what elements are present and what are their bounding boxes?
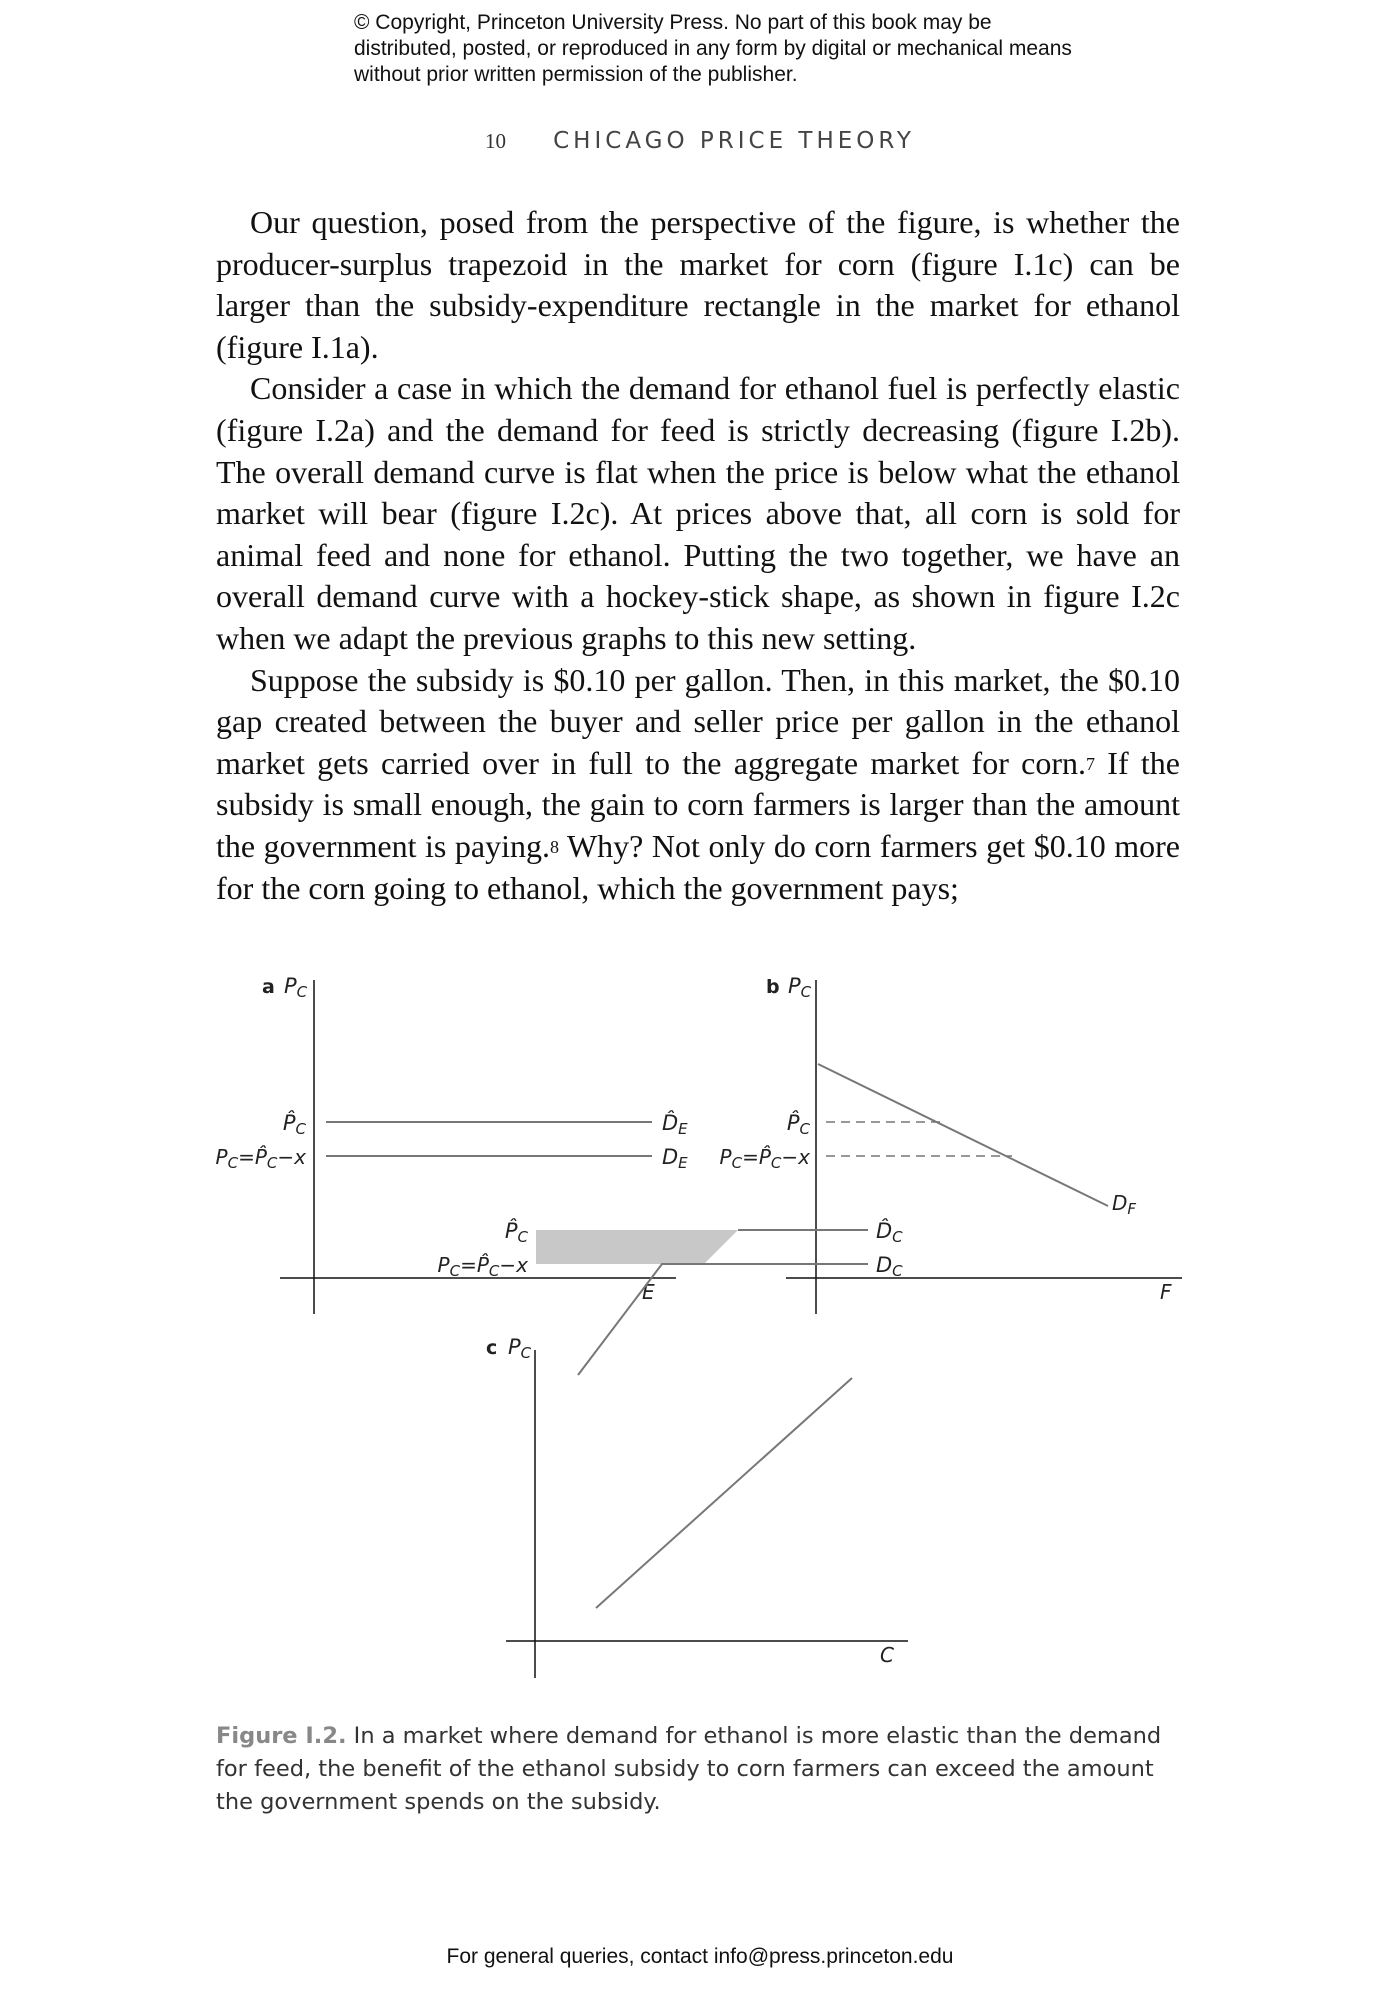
panel-a-x-axis-label: E — [642, 1280, 655, 1304]
panel-c-letter: c — [486, 1337, 498, 1359]
panel-b-demand-label: $D_F$ — [1112, 1191, 1137, 1218]
figure-i-2 — [0, 960, 1400, 1700]
figure-caption — [216, 1720, 1180, 1819]
panel-a-high-price-label: P̂C — [282, 1111, 306, 1138]
footnote-ref-7[interactable]: 7 — [1086, 753, 1096, 774]
panel-c-high-price-label: P̂C — [504, 1219, 528, 1246]
panel-c-y-axis-label: PC — [508, 1335, 532, 1362]
panel-b-demand-curve — [818, 1064, 1108, 1206]
copyright-notice: © Copyright, Princeton University Press. No part of this book may be distributed, posted, or reproduced in any form by digital or mechanical means without prior written permission of the publisher. — [354, 11, 1072, 86]
running-head — [0, 128, 1400, 154]
panel-a-demand-low-label: DE — [662, 1145, 688, 1172]
caption-text: In a market where demand for ethanol is more elastic than the demand for feed, the benefit of the ethanol subsidy to corn farmers can exceed the amount the government spends on the subsidy. — [216, 1723, 1162, 1815]
panel-c-demand-high-label: D̂C — [876, 1219, 903, 1246]
panel-c-producer-surplus-area — [536, 1230, 738, 1264]
panel-b-low-price-label: $P_C=P̂_C-x$ — [719, 1145, 810, 1172]
figure-svg — [0, 960, 1400, 1700]
panel-c-hockey-stick-demand — [578, 1264, 742, 1375]
panel-a-y-axis-label: PC — [284, 974, 308, 1001]
footnote-ref-8[interactable]: 8 — [550, 836, 559, 857]
panel-a-demand-high-label: D̂E — [662, 1111, 688, 1138]
panel-c-x-axis-label: C — [880, 1643, 894, 1667]
caption-label: Figure I.2. — [216, 1723, 347, 1749]
page-number: 10 — [485, 129, 507, 153]
panel-c-demand-low-label: DC — [876, 1253, 903, 1280]
panel-b-letter: b — [766, 976, 780, 998]
panel-a-low-price-label: $P_C=P̂_C-x$ — [215, 1145, 306, 1172]
paragraph-2: Consider a case in which the demand for ethanol fuel is perfectly elastic (figure I.2a) and the demand for feed is strictly decreasing (figure I.2b). The overall demand curve is flat when the price is below what the ethanol market will bear (figure I.2c). At prices above that, all corn is sold for animal feed and none for ethanol. Putting the two together, we have an overall demand curve with a hockey-stick shape, as shown in figure I.2c when we adapt the previous graphs to this new setting. — [216, 370, 1180, 656]
panel-b-high-price-label: P̂C — [786, 1111, 810, 1138]
panel-a-letter: a — [262, 976, 275, 998]
panel-c-supply-curve — [596, 1378, 852, 1608]
paragraph-1: Our question, posed from the perspective of the figure, is whether the producer-surplus trapezoid in the market for corn (figure I.1c) can be larger than the subsidy-expenditure rectangle in the market for ethanol (figure I.1a). — [216, 204, 1180, 365]
paragraph-3-part-b: If the subsidy is small enough, the gain to corn farmers is larger than the amount the government is paying. — [216, 744, 1181, 864]
running-title: CHICAGO PRICE THEORY — [553, 128, 915, 154]
paragraph-3-part-a: Suppose the subsidy is $0.10 per gallon. Then, in this market, the $0.10 gap created between the buyer and seller price per gallon in the ethanol market gets carried over in full to the aggregate market for corn. — [216, 661, 1180, 781]
body-text — [216, 202, 1180, 909]
paragraph-3-part-c: Why? Not only do corn farmers get $0.10 more for the corn going to ethanol, which the government pays; — [216, 827, 1181, 906]
panel-b-y-axis-label: PC — [788, 974, 812, 1001]
paragraph-3 — [216, 660, 1180, 910]
footer-contact: For general queries, contact info@press.princeton.edu — [446, 1945, 954, 1968]
panel-c-low-price-label: $P_C=P̂_C-x$ — [437, 1253, 528, 1280]
panel-b-x-axis-label: F — [1160, 1280, 1172, 1304]
panel-c — [438, 1218, 908, 1678]
